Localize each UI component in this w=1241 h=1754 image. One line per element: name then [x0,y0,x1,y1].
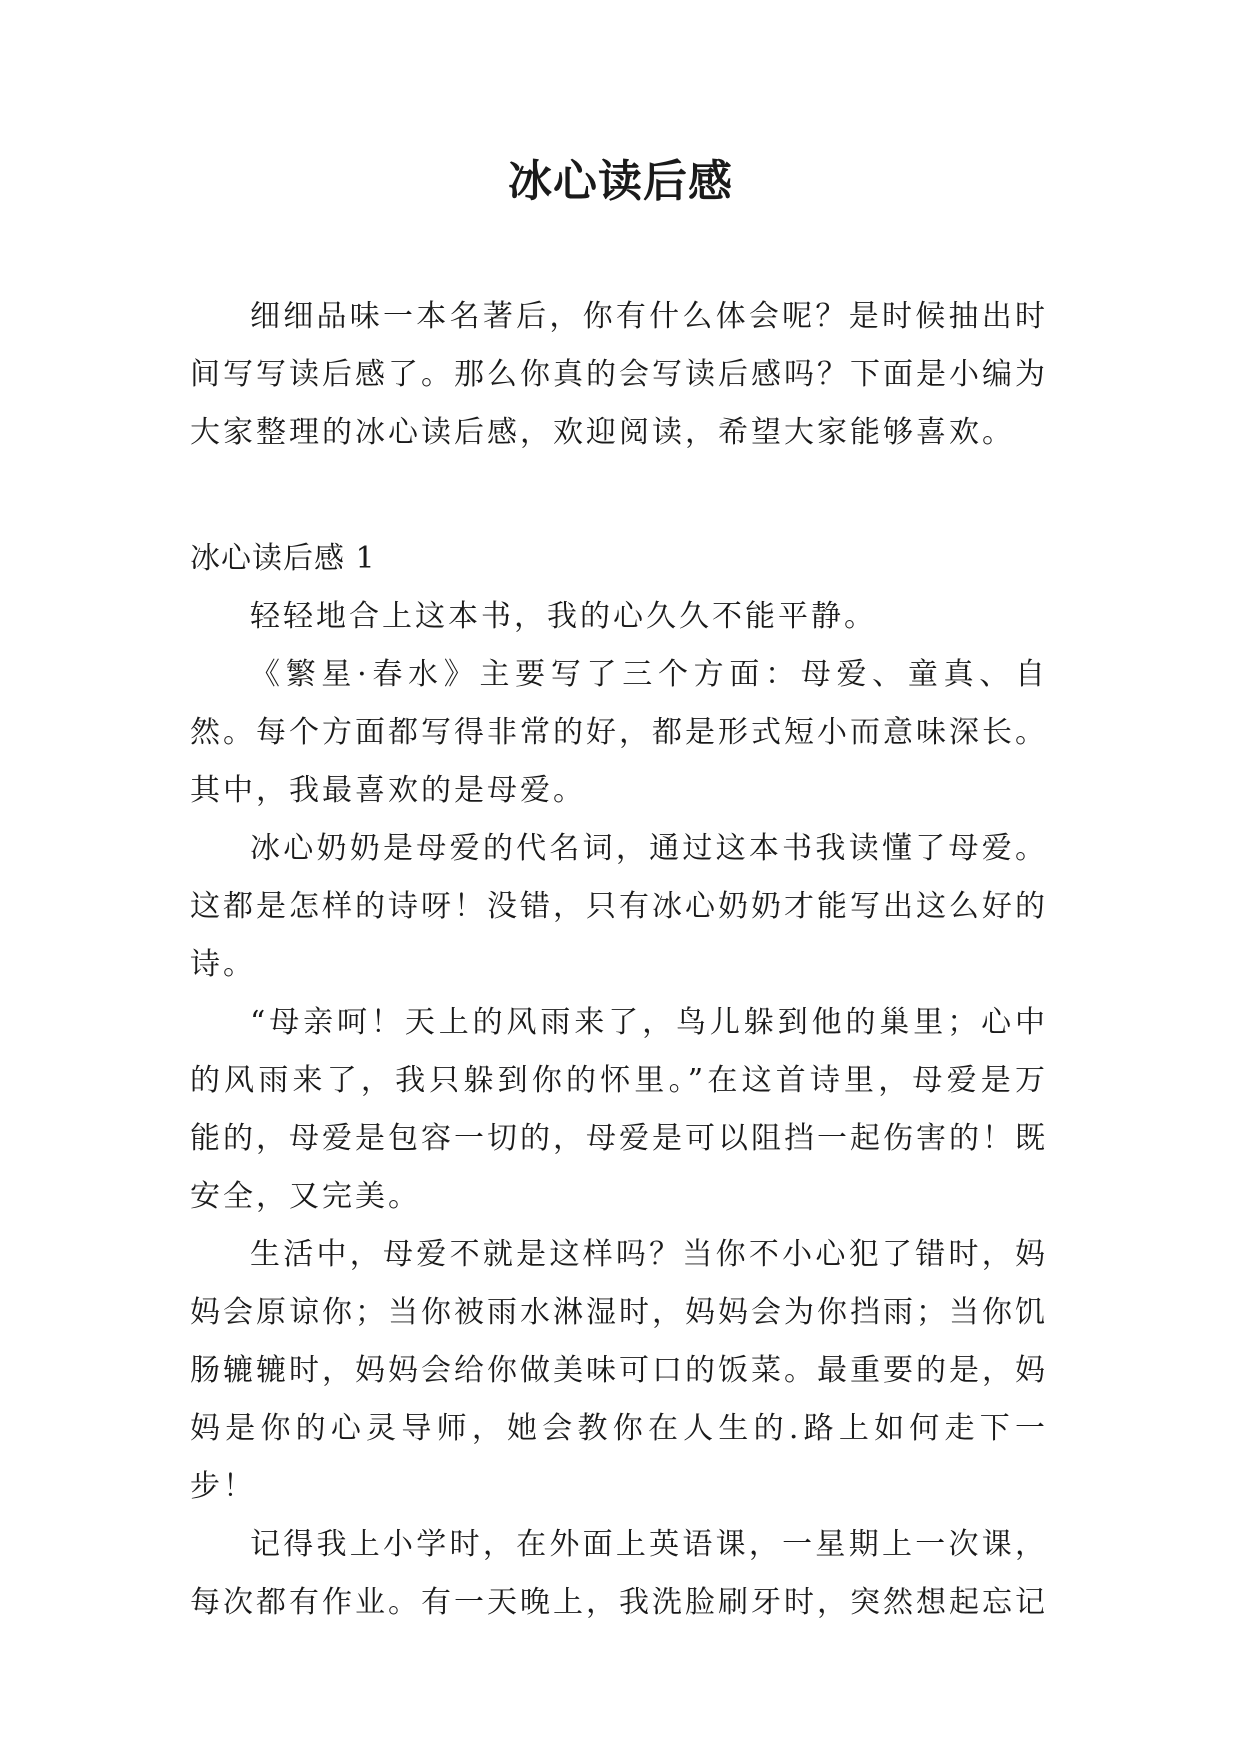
body-paragraph: 记得我上小学时，在外面上英语课，一星期上一次课，每次都有作业。有一天晚上，我洗脸刷牙时，突然想起忘记 [190,1527,1048,1620]
body-paragraph: “母亲呵！天上的风雨来了，鸟儿躲到他的巢里；心中的风雨来了，我只躲到你的怀里。”在这首诗里，母爱是万能的，母爱是包容一切的，母爱是可以阻挡一起伤害的！既安全，又完美。 [190,1005,1048,1214]
document-body [190,288,1048,1632]
intro-paragraph: 细细品味一本名著后，你有什么体会呢？是时候抽出时间写写读后感了。那么你真的会写读后感吗？下面是小编为大家整理的冰心读后感，欢迎阅读，希望大家能够喜欢。 [190,299,1048,450]
body-paragraph: 冰心奶奶是母爱的代名词，通过这本书我读懂了母爱。这都是怎样的诗呀！没错，只有冰心奶奶才能写出这么好的诗。 [190,831,1048,982]
section-heading: 冰心读后感 1 [190,541,376,576]
document-title: 冰心读后感 [508,156,733,207]
body-paragraph: 《繁星·春水》主要写了三个方面：母爱、童真、自然。每个方面都写得非常的好，都是形式短小而意味深长。其中，我最喜欢的是母爱。 [190,657,1048,808]
body-paragraph: 轻轻地合上这本书，我的心久久不能平静。 [250,599,877,634]
body-paragraph: 生活中，母爱不就是这样吗？当你不小心犯了错时，妈妈会原谅你；当你被雨水淋湿时，妈妈会为你挡雨；当你饥肠辘辘时，妈妈会给你做美味可口的饭菜。最重要的是，妈妈是你的心灵导师，她会教你在人生的.路上如何走下一步！ [190,1237,1048,1504]
